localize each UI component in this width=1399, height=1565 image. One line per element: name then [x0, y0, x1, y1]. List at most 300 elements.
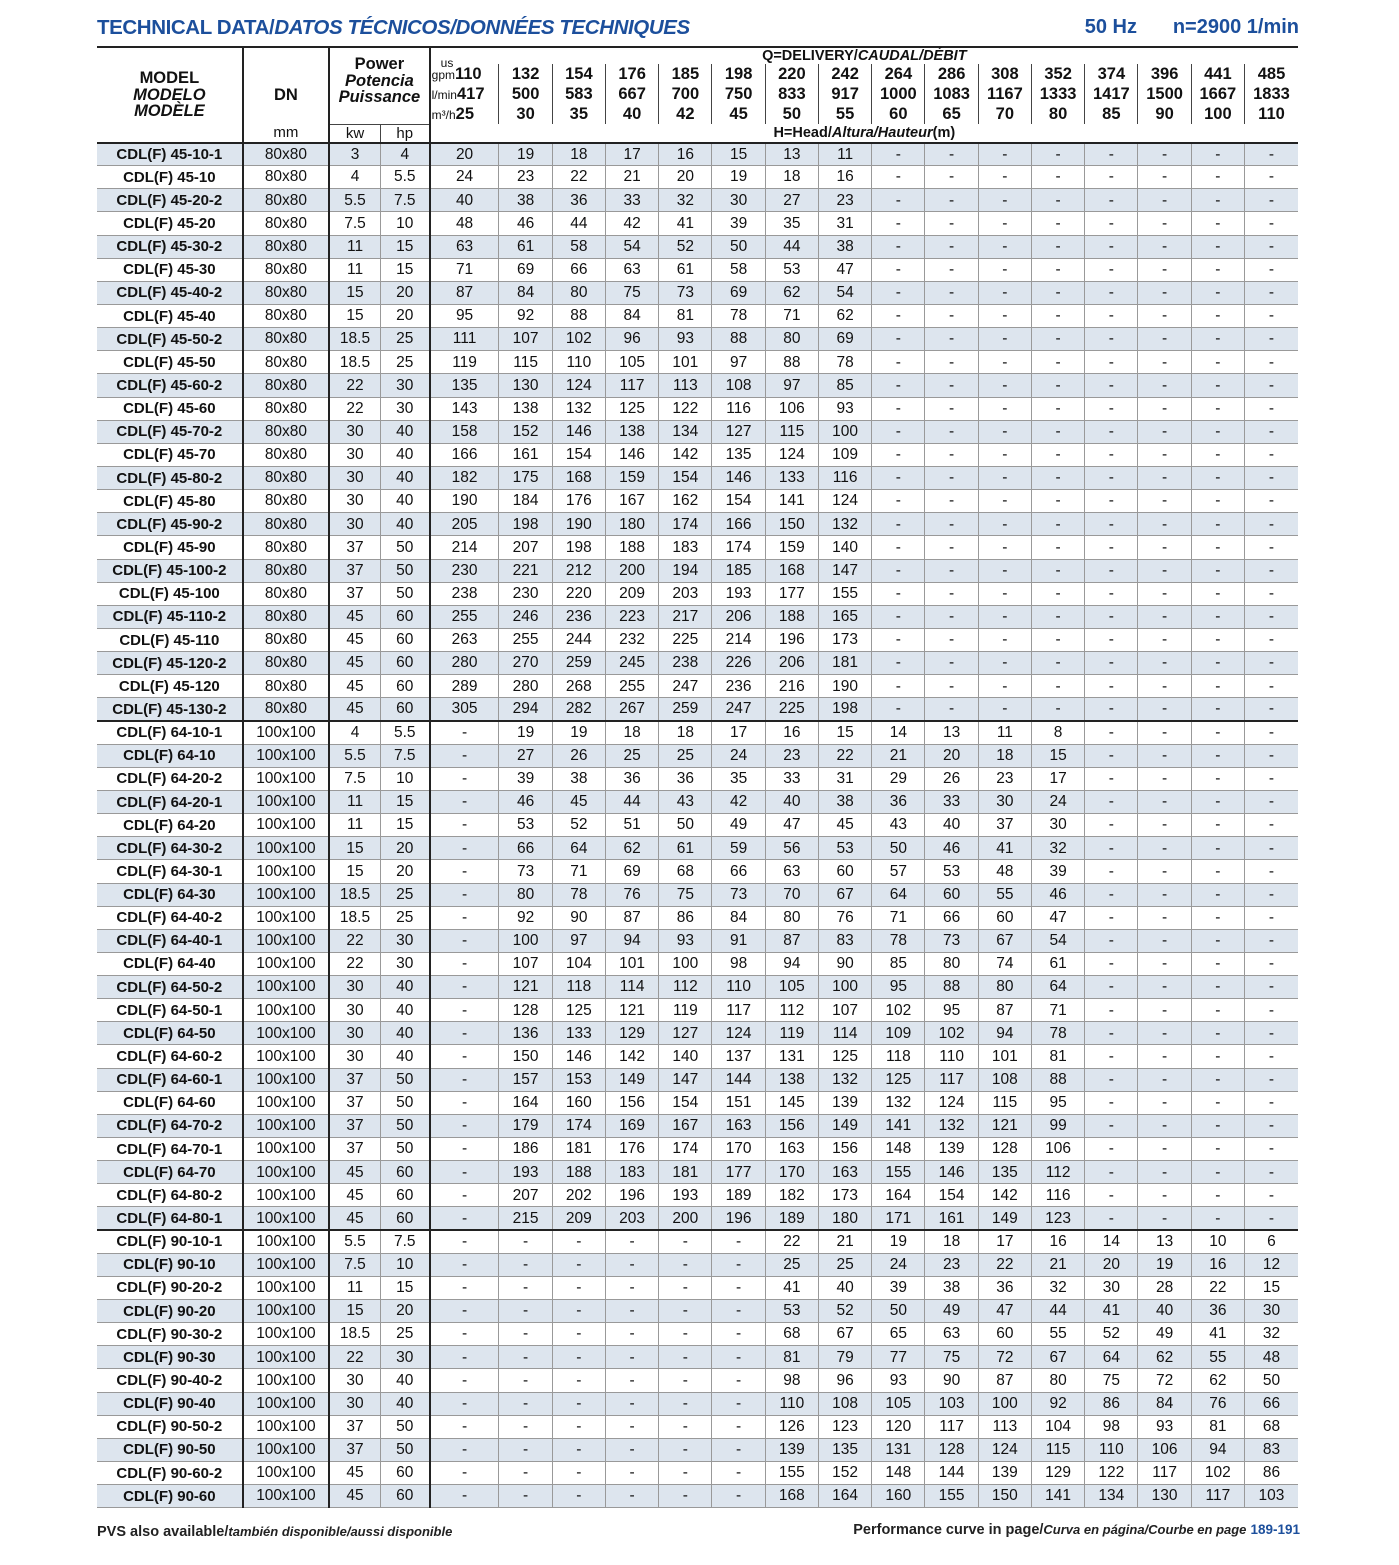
- dn-cell: 80x80: [243, 536, 329, 559]
- head-value-cell: 109: [872, 1022, 925, 1045]
- head-value-cell: 107: [499, 952, 552, 975]
- head-value-cell: 103: [925, 1392, 978, 1415]
- head-value-cell: 69: [712, 281, 765, 304]
- head-value-cell: 200: [605, 559, 658, 582]
- head-value-cell: 84: [712, 906, 765, 929]
- head-value-cell: -: [872, 397, 925, 420]
- head-value-cell: -: [1244, 143, 1298, 166]
- head-value-cell: -: [1138, 837, 1191, 860]
- head-value-cell: 118: [552, 976, 605, 999]
- head-value-cell: 44: [605, 790, 658, 813]
- table-row: [97, 143, 1298, 166]
- model-cell: CDL(F) 45-20: [97, 212, 243, 235]
- head-value-cell: -: [925, 328, 978, 351]
- head-value-cell: -: [1085, 860, 1138, 883]
- head-value-cell: -: [1244, 536, 1298, 559]
- head-value-cell: 132: [552, 397, 605, 420]
- dn-cell: 100x100: [243, 999, 329, 1022]
- head-value-cell: -: [1138, 605, 1191, 628]
- head-value-cell: -: [1244, 860, 1298, 883]
- kw-cell: 15: [329, 304, 380, 327]
- model-cell: CDL(F) 64-40-2: [97, 906, 243, 929]
- head-value-cell: 180: [818, 1207, 871, 1230]
- head-value-cell: 146: [712, 466, 765, 489]
- model-cell: CDL(F) 45-90: [97, 536, 243, 559]
- model-cell: CDL(F) 64-80-1: [97, 1207, 243, 1230]
- hp-cell: 40: [380, 1369, 429, 1392]
- kw-cell: 15: [329, 837, 380, 860]
- head-value-cell: -: [872, 698, 925, 721]
- kw-cell: 30: [329, 443, 380, 466]
- head-value-cell: 150: [765, 513, 818, 536]
- head-value-cell: -: [712, 1276, 765, 1299]
- head-value-cell: -: [1191, 258, 1244, 281]
- head-value-cell: 73: [712, 883, 765, 906]
- head-value-cell: 137: [712, 1045, 765, 1068]
- head-value-cell: -: [552, 1438, 605, 1461]
- head-value-cell: 102: [1191, 1462, 1244, 1485]
- head-value-cell: 56: [765, 837, 818, 860]
- kw-cell: 30: [329, 513, 380, 536]
- head-value-cell: 121: [499, 976, 552, 999]
- flow-header-cell: 917: [818, 84, 871, 104]
- table-row: [97, 675, 1298, 698]
- head-value-cell: -: [1085, 698, 1138, 721]
- head-value-cell: -: [552, 1485, 605, 1508]
- head-value-cell: 255: [430, 605, 499, 628]
- flow-header-cell: 85: [1085, 104, 1138, 124]
- head-value-cell: 85: [818, 374, 871, 397]
- table-row: [97, 1022, 1298, 1045]
- head-value-cell: 44: [1031, 1300, 1084, 1323]
- head-value-cell: -: [659, 1485, 712, 1508]
- head-value-cell: 167: [605, 490, 658, 513]
- head-value-cell: -: [712, 1300, 765, 1323]
- head-value-cell: 64: [872, 883, 925, 906]
- head-value-cell: 107: [499, 328, 552, 351]
- flow-unit-label: m³/h: [431, 107, 456, 122]
- head-value-cell: -: [1244, 721, 1298, 744]
- head-value-cell: -: [1085, 999, 1138, 1022]
- head-value-cell: -: [1191, 490, 1244, 513]
- head-value-cell: -: [1031, 628, 1084, 651]
- head-value-cell: 190: [818, 675, 871, 698]
- head-value-cell: 247: [712, 698, 765, 721]
- hp-cell: 40: [380, 490, 429, 513]
- head-value-cell: 36: [552, 189, 605, 212]
- head-value-cell: -: [659, 1438, 712, 1461]
- head-value-cell: 267: [605, 698, 658, 721]
- head-value-cell: -: [1244, 397, 1298, 420]
- flow-unit-prefix: us: [440, 56, 454, 70]
- head-value-cell: 130: [1138, 1485, 1191, 1508]
- head-value-cell: -: [872, 652, 925, 675]
- model-cell: CDL(F) 64-60: [97, 1091, 243, 1114]
- head-value-cell: 19: [552, 721, 605, 744]
- head-value-cell: -: [1244, 351, 1298, 374]
- head-value-cell: 196: [605, 1184, 658, 1207]
- head-value-cell: -: [872, 466, 925, 489]
- head-value-cell: 245: [605, 652, 658, 675]
- head-value-cell: -: [499, 1323, 552, 1346]
- head-value-cell: -: [978, 605, 1031, 628]
- table-row: [97, 443, 1298, 466]
- head-value-cell: 96: [818, 1369, 871, 1392]
- head-value-cell: 78: [872, 929, 925, 952]
- hp-cell: 7.5: [380, 189, 429, 212]
- head-value-cell: 116: [818, 466, 871, 489]
- head-value-cell: 159: [605, 466, 658, 489]
- head-value-cell: -: [1191, 744, 1244, 767]
- head-value-cell: 83: [818, 929, 871, 952]
- head-value-cell: 30: [1244, 1300, 1298, 1323]
- head-value-cell: -: [430, 1022, 499, 1045]
- head-value-cell: -: [1191, 652, 1244, 675]
- head-value-cell: -: [1244, 929, 1298, 952]
- head-value-cell: -: [552, 1253, 605, 1276]
- head-value-cell: -: [978, 189, 1031, 212]
- head-value-cell: -: [1191, 281, 1244, 304]
- head-value-cell: 193: [499, 1161, 552, 1184]
- head-value-cell: -: [1244, 1068, 1298, 1091]
- head-value-cell: 140: [659, 1045, 712, 1068]
- model-cell: CDL(F) 64-70-2: [97, 1114, 243, 1137]
- head-value-cell: -: [978, 513, 1031, 536]
- model-cell: CDL(F) 45-30-2: [97, 235, 243, 258]
- head-value-cell: -: [430, 1091, 499, 1114]
- model-cell: CDL(F) 90-10: [97, 1253, 243, 1276]
- head-value-cell: 62: [605, 837, 658, 860]
- head-value-cell: -: [1191, 1207, 1244, 1230]
- head-value-cell: 41: [659, 212, 712, 235]
- head-value-cell: 163: [818, 1161, 871, 1184]
- head-value-cell: 16: [1191, 1253, 1244, 1276]
- flow-header-cell: 700: [659, 84, 712, 104]
- model-cell: CDL(F) 45-120: [97, 675, 243, 698]
- head-value-cell: 193: [712, 582, 765, 605]
- footer-availability-note: PVS also available/también disponible/aussi disponible: [97, 1524, 453, 1540]
- kw-cell: 37: [329, 1438, 380, 1461]
- head-value-cell: -: [1138, 721, 1191, 744]
- head-value-cell: -: [1244, 790, 1298, 813]
- head-value-cell: 122: [1085, 1462, 1138, 1485]
- head-value-cell: 54: [1031, 929, 1084, 952]
- dn-cell: 100x100: [243, 1323, 329, 1346]
- head-value-cell: 103: [1244, 1485, 1298, 1508]
- head-value-cell: 20: [430, 143, 499, 166]
- head-value-cell: 32: [1031, 1276, 1084, 1299]
- head-value-cell: 86: [659, 906, 712, 929]
- head-value-cell: 51: [605, 814, 658, 837]
- head-value-cell: 110: [925, 1045, 978, 1068]
- hp-cell: 25: [380, 351, 429, 374]
- head-value-cell: 220: [552, 582, 605, 605]
- head-value-cell: 146: [552, 1045, 605, 1068]
- head-value-cell: 53: [925, 860, 978, 883]
- head-value-cell: -: [659, 1462, 712, 1485]
- dn-cell: 80x80: [243, 166, 329, 189]
- head-value-cell: -: [1085, 536, 1138, 559]
- dn-cell: 80x80: [243, 328, 329, 351]
- head-value-cell: 155: [818, 582, 871, 605]
- head-value-cell: -: [552, 1415, 605, 1438]
- head-value-cell: -: [1085, 744, 1138, 767]
- head-value-cell: 30: [1031, 814, 1084, 837]
- head-value-cell: -: [1244, 212, 1298, 235]
- head-value-cell: 94: [1191, 1438, 1244, 1461]
- head-value-cell: -: [605, 1485, 658, 1508]
- head-value-cell: 48: [1244, 1346, 1298, 1369]
- flow-header-cell: 154: [552, 64, 605, 84]
- head-value-cell: 42: [712, 790, 765, 813]
- head-value-cell: 38: [552, 767, 605, 790]
- head-value-cell: -: [1085, 1022, 1138, 1045]
- head-value-cell: 225: [659, 628, 712, 651]
- head-value-cell: 168: [765, 559, 818, 582]
- head-value-cell: -: [1191, 166, 1244, 189]
- head-value-cell: 117: [712, 999, 765, 1022]
- head-value-cell: 189: [712, 1184, 765, 1207]
- kw-cell: 11: [329, 258, 380, 281]
- flow-value: 417: [456, 84, 485, 103]
- head-value-cell: 153: [552, 1068, 605, 1091]
- kw-cell: 45: [329, 1485, 380, 1508]
- head-value-cell: 39: [499, 767, 552, 790]
- head-value-cell: -: [1138, 906, 1191, 929]
- head-value-cell: -: [1244, 281, 1298, 304]
- hp-cell: 30: [380, 374, 429, 397]
- head-value-cell: 151: [712, 1091, 765, 1114]
- head-value-cell: 35: [765, 212, 818, 235]
- kw-cell: 3: [329, 143, 380, 166]
- kw-cell: 30: [329, 1045, 380, 1068]
- head-value-cell: 30: [978, 790, 1031, 813]
- head-value-cell: -: [1085, 397, 1138, 420]
- model-cell: CDL(F) 45-30: [97, 258, 243, 281]
- head-value-cell: 108: [978, 1068, 1031, 1091]
- head-value-cell: 31: [818, 212, 871, 235]
- head-value-cell: 18: [552, 143, 605, 166]
- head-value-cell: -: [1138, 744, 1191, 767]
- head-value-cell: -: [430, 929, 499, 952]
- head-value-cell: -: [1191, 906, 1244, 929]
- head-value-cell: -: [1085, 837, 1138, 860]
- head-value-cell: 122: [659, 397, 712, 420]
- head-value-cell: -: [1138, 929, 1191, 952]
- dn-cell: 100x100: [243, 1161, 329, 1184]
- head-value-cell: 20: [925, 744, 978, 767]
- head-value-cell: 155: [872, 1161, 925, 1184]
- head-value-cell: 133: [552, 1022, 605, 1045]
- head-value-cell: 22: [978, 1253, 1031, 1276]
- head-value-cell: -: [978, 675, 1031, 698]
- head-value-cell: 71: [872, 906, 925, 929]
- head-value-cell: -: [1031, 328, 1084, 351]
- head-value-cell: 75: [659, 883, 712, 906]
- flow-header-cell: 1083: [925, 84, 978, 104]
- table-row: [97, 1184, 1298, 1207]
- dn-cell: 80x80: [243, 513, 329, 536]
- kw-cell: 30: [329, 466, 380, 489]
- kw-cell: 11: [329, 814, 380, 837]
- head-value-cell: -: [978, 420, 1031, 443]
- hp-cell: 25: [380, 328, 429, 351]
- head-value-cell: 17: [605, 143, 658, 166]
- head-value-cell: 49: [1138, 1323, 1191, 1346]
- head-value-cell: -: [1191, 883, 1244, 906]
- flow-header-cell: 50: [765, 104, 818, 124]
- head-value-cell: 114: [818, 1022, 871, 1045]
- head-value-cell: 55: [978, 883, 1031, 906]
- head-value-cell: -: [1085, 212, 1138, 235]
- head-value-cell: 91: [712, 929, 765, 952]
- table-row: [97, 952, 1298, 975]
- head-value-cell: 53: [765, 1300, 818, 1323]
- kw-cell: 45: [329, 675, 380, 698]
- head-value-cell: -: [430, 767, 499, 790]
- head-value-cell: -: [978, 304, 1031, 327]
- head-value-cell: -: [1191, 976, 1244, 999]
- flow-header-cell: 1000: [872, 84, 925, 104]
- table-row: [97, 1300, 1298, 1323]
- head-value-cell: -: [712, 1415, 765, 1438]
- head-value-cell: -: [605, 1392, 658, 1415]
- head-value-cell: 30: [712, 189, 765, 212]
- kw-cell: 5.5: [329, 1230, 380, 1253]
- head-value-cell: 117: [605, 374, 658, 397]
- frequency-label: 50 Hz: [1084, 16, 1137, 38]
- head-value-cell: -: [1085, 1138, 1138, 1161]
- head-value-cell: 76: [1191, 1392, 1244, 1415]
- head-value-cell: -: [430, 883, 499, 906]
- head-value-cell: 225: [765, 698, 818, 721]
- head-value-cell: -: [430, 1323, 499, 1346]
- head-value-cell: -: [1085, 559, 1138, 582]
- head-value-cell: 124: [765, 443, 818, 466]
- head-value-cell: -: [1138, 1045, 1191, 1068]
- head-value-cell: -: [430, 1462, 499, 1485]
- head-value-cell: 188: [605, 536, 658, 559]
- head-value-cell: -: [1244, 952, 1298, 975]
- kw-cell: 18.5: [329, 328, 380, 351]
- dn-cell: 80x80: [243, 304, 329, 327]
- head-value-cell: -: [1244, 1045, 1298, 1068]
- table-row: [97, 605, 1298, 628]
- head-value-cell: 221: [499, 559, 552, 582]
- head-value-cell: 55: [1031, 1323, 1084, 1346]
- head-value-cell: -: [1191, 536, 1244, 559]
- dn-cell: 80x80: [243, 466, 329, 489]
- hp-cell: 20: [380, 304, 429, 327]
- head-value-cell: 95: [1031, 1091, 1084, 1114]
- table-row: [97, 490, 1298, 513]
- kw-cell: 11: [329, 790, 380, 813]
- head-value-cell: 132: [872, 1091, 925, 1114]
- kw-cell: 18.5: [329, 1323, 380, 1346]
- head-value-cell: 176: [605, 1138, 658, 1161]
- head-value-cell: 69: [818, 328, 871, 351]
- head-value-cell: 57: [872, 860, 925, 883]
- head-value-cell: -: [499, 1415, 552, 1438]
- hp-cell: 50: [380, 1091, 429, 1114]
- head-value-cell: 280: [430, 652, 499, 675]
- head-value-cell: 138: [499, 397, 552, 420]
- head-value-cell: -: [552, 1369, 605, 1392]
- head-value-cell: 238: [430, 582, 499, 605]
- table-row: [97, 628, 1298, 651]
- head-value-cell: -: [1085, 374, 1138, 397]
- head-value-cell: -: [1191, 1161, 1244, 1184]
- head-value-cell: 182: [430, 466, 499, 489]
- head-value-cell: -: [1031, 605, 1084, 628]
- head-value-cell: -: [430, 1207, 499, 1230]
- head-value-cell: 47: [818, 258, 871, 281]
- head-value-cell: -: [925, 351, 978, 374]
- flow-header-cell: 500: [499, 84, 552, 104]
- flow-header-cell: 65: [925, 104, 978, 124]
- head-value-cell: 148: [872, 1462, 925, 1485]
- model-cell: CDL(F) 90-30: [97, 1346, 243, 1369]
- kw-cell: 45: [329, 1207, 380, 1230]
- head-value-cell: 105: [765, 976, 818, 999]
- head-value-cell: 66: [1244, 1392, 1298, 1415]
- table-row: [97, 351, 1298, 374]
- head-value-cell: 142: [605, 1045, 658, 1068]
- head-value-cell: 128: [925, 1438, 978, 1461]
- head-value-cell: -: [430, 790, 499, 813]
- head-value-cell: 75: [1085, 1369, 1138, 1392]
- head-value-cell: 147: [659, 1068, 712, 1091]
- head-value-cell: 112: [1031, 1161, 1084, 1184]
- head-value-cell: -: [1191, 304, 1244, 327]
- head-value-cell: -: [1138, 443, 1191, 466]
- head-value-cell: -: [659, 1230, 712, 1253]
- table-row: [97, 1276, 1298, 1299]
- head-value-cell: 52: [818, 1300, 871, 1323]
- head-value-cell: -: [499, 1253, 552, 1276]
- head-value-cell: -: [1244, 490, 1298, 513]
- head-value-cell: 18: [605, 721, 658, 744]
- head-value-cell: 8: [1031, 721, 1084, 744]
- head-value-cell: 19: [872, 1230, 925, 1253]
- table-row: [97, 212, 1298, 235]
- head-value-cell: 190: [552, 513, 605, 536]
- head-value-cell: 84: [1138, 1392, 1191, 1415]
- head-value-cell: 207: [499, 1184, 552, 1207]
- kw-cell: 7.5: [329, 212, 380, 235]
- head-value-cell: 152: [818, 1462, 871, 1485]
- head-value-cell: 38: [925, 1276, 978, 1299]
- head-value-cell: -: [1138, 883, 1191, 906]
- head-value-cell: 200: [659, 1207, 712, 1230]
- head-value-cell: 156: [765, 1114, 818, 1137]
- head-value-cell: 216: [765, 675, 818, 698]
- head-value-cell: 66: [925, 906, 978, 929]
- flow-header-cell: 30: [499, 104, 552, 124]
- head-value-cell: 19: [1138, 1253, 1191, 1276]
- dn-cell: 100x100: [243, 1369, 329, 1392]
- head-value-cell: -: [1138, 1022, 1191, 1045]
- head-value-cell: -: [659, 1253, 712, 1276]
- head-value-cell: -: [430, 1068, 499, 1091]
- head-value-cell: 71: [1031, 999, 1084, 1022]
- hp-cell: 60: [380, 1161, 429, 1184]
- head-value-cell: 55: [1191, 1346, 1244, 1369]
- head-value-cell: 19: [499, 143, 552, 166]
- head-value-cell: 158: [430, 420, 499, 443]
- head-value-cell: -: [1085, 1207, 1138, 1230]
- table-row: [97, 790, 1298, 813]
